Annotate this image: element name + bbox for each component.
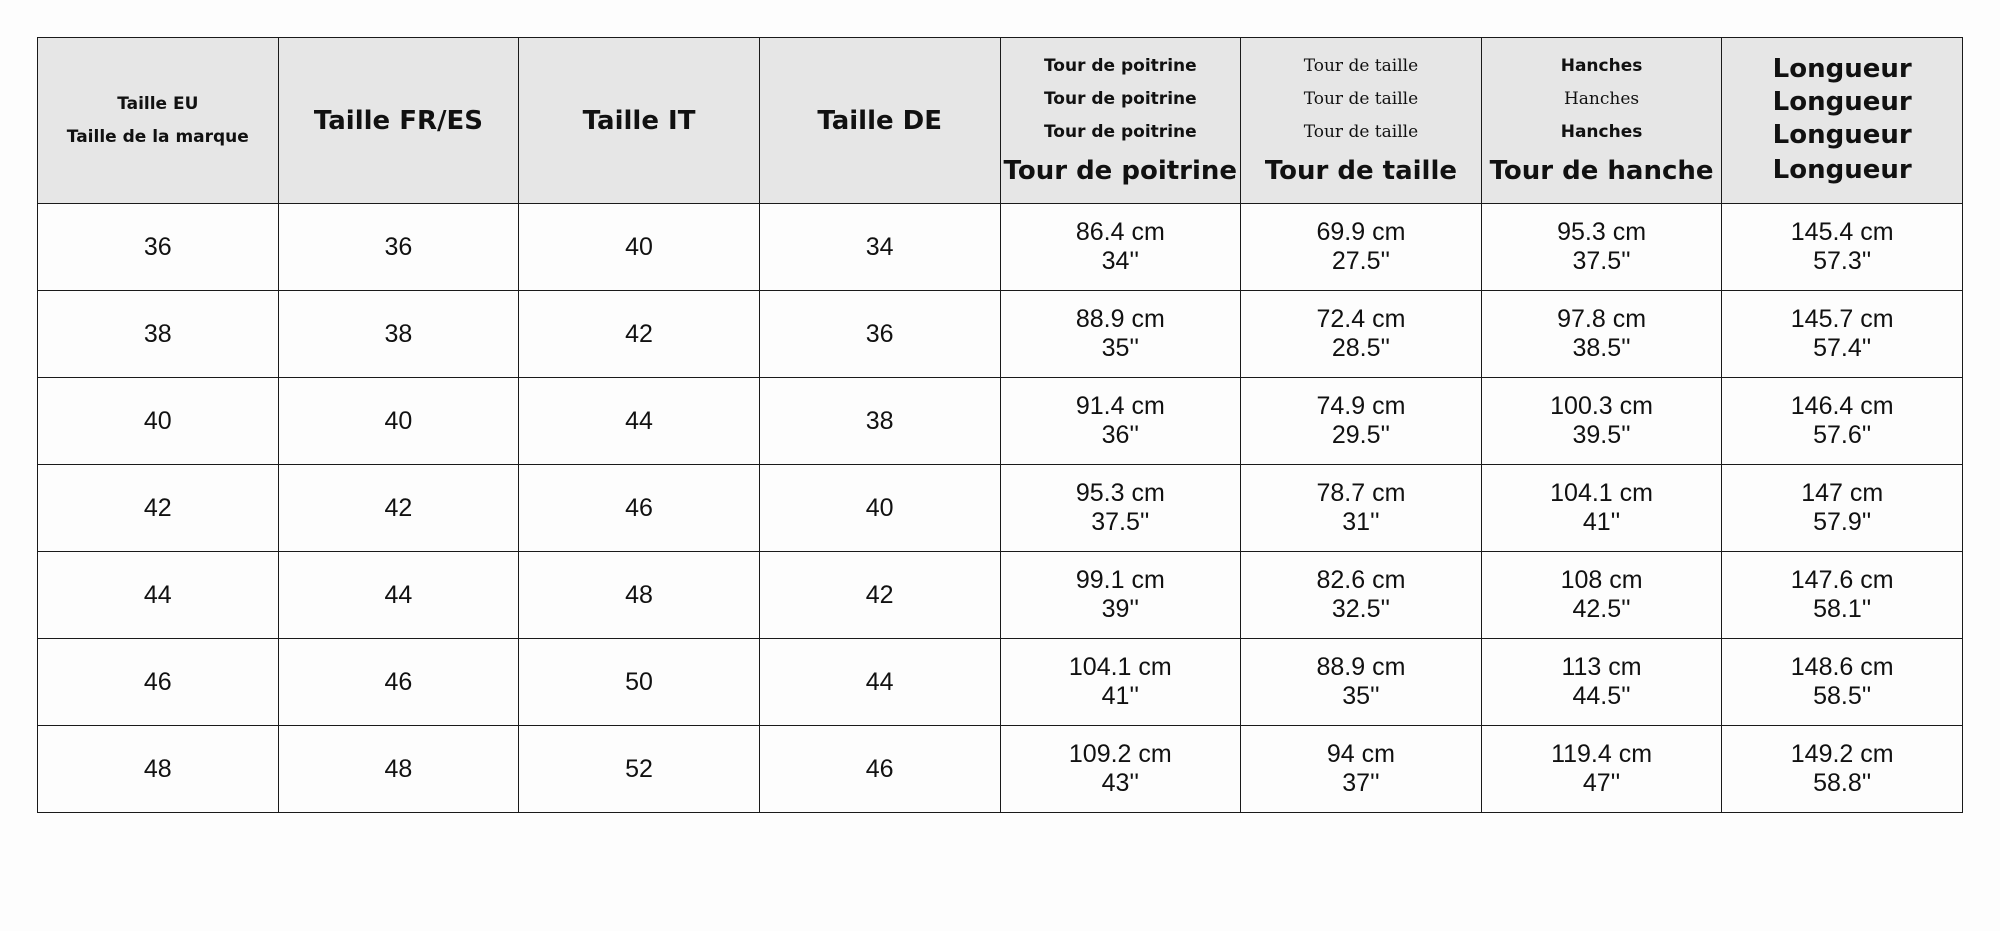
cell-length-cm: 145.4 cm [1790, 218, 1894, 246]
cell-waist-inches: 29.5'' [1331, 421, 1391, 449]
cell-it-size: 44 [519, 378, 760, 465]
cell-length [1722, 378, 1963, 465]
cell-length-inches: 57.9'' [1813, 508, 1872, 536]
cell-chest-cm: 91.4 cm [1075, 392, 1165, 420]
cell-chest-inches: 34'' [1101, 247, 1139, 275]
cell-hip-cm: 119.4 cm [1551, 740, 1653, 768]
cell-it-size: 52 [519, 726, 760, 813]
cell-chest-inches: 37.5'' [1091, 508, 1150, 536]
header-chest-sub: Tour de poitrine [1043, 89, 1197, 109]
cell-fr-es-size: 42 [278, 465, 519, 552]
header-it-label: Taille IT [582, 105, 696, 136]
cell-fr-es-size: 46 [278, 639, 519, 726]
cell-length [1722, 465, 1963, 552]
cell-waist-cm: 78.7 cm [1316, 479, 1406, 507]
cell-it-size: 50 [519, 639, 760, 726]
header-length-main: Longueur [1772, 155, 1912, 185]
cell-chest [1000, 726, 1241, 813]
cell-length-cm: 147 cm [1801, 479, 1884, 507]
cell-length-inches: 57.3'' [1813, 247, 1872, 275]
cell-waist [1241, 378, 1482, 465]
cell-waist [1241, 465, 1482, 552]
cell-waist-inches: 31'' [1342, 508, 1380, 536]
cell-eu-size: 46 [38, 639, 279, 726]
header-hip-sub: Hanches [1560, 56, 1643, 76]
header-fr-es-size [278, 38, 519, 204]
cell-hip-cm: 108 cm [1560, 566, 1643, 594]
cell-eu-size: 42 [38, 465, 279, 552]
cell-chest [1000, 378, 1241, 465]
header-it-size [519, 38, 760, 204]
cell-waist-cm: 69.9 cm [1316, 218, 1406, 246]
cell-chest-cm: 86.4 cm [1075, 218, 1165, 246]
size-chart-table [37, 37, 1963, 813]
cell-hip [1481, 639, 1722, 726]
cell-waist-cm: 82.6 cm [1316, 566, 1406, 594]
cell-length-cm: 149.2 cm [1790, 740, 1894, 768]
header-chest [1000, 38, 1241, 204]
cell-waist-cm: 72.4 cm [1316, 305, 1406, 333]
cell-chest-inches: 43'' [1101, 769, 1139, 797]
cell-waist-inches: 28.5'' [1331, 334, 1391, 362]
cell-chest [1000, 291, 1241, 378]
header-hip-sub: Hanches [1563, 89, 1640, 109]
cell-length [1722, 639, 1963, 726]
table-row [38, 291, 1963, 378]
cell-de-size: 42 [759, 552, 1000, 639]
header-length-sub: Longueur [1772, 87, 1912, 117]
cell-it-size: 42 [519, 291, 760, 378]
cell-length [1722, 291, 1963, 378]
header-de-label: Taille DE [817, 105, 943, 136]
cell-hip [1481, 465, 1722, 552]
cell-hip-cm: 113 cm [1561, 653, 1642, 681]
header-chest-sub: Tour de poitrine [1043, 56, 1197, 76]
cell-hip-inches: 42.5'' [1572, 595, 1631, 623]
cell-eu-size: 36 [38, 204, 279, 291]
cell-hip-inches: 37.5'' [1572, 247, 1631, 275]
header-row [38, 38, 1963, 204]
cell-length-cm: 146.4 cm [1790, 392, 1894, 420]
cell-hip-cm: 100.3 cm [1550, 392, 1653, 420]
cell-length [1722, 726, 1963, 813]
header-hip-sub: Hanches [1560, 122, 1643, 142]
cell-eu-size: 40 [38, 378, 279, 465]
cell-chest-inches: 39'' [1101, 595, 1139, 623]
cell-hip-inches: 38.5'' [1572, 334, 1631, 362]
header-waist-sub: Tour de taille [1303, 56, 1419, 76]
cell-hip-inches: 41'' [1582, 508, 1621, 536]
header-hip-main: Tour de hanche [1489, 156, 1714, 186]
cell-de-size: 34 [759, 204, 1000, 291]
header-waist-main: Tour de taille [1264, 156, 1458, 186]
cell-fr-es-size: 40 [278, 378, 519, 465]
cell-hip-cm: 104.1 cm [1550, 479, 1653, 507]
cell-it-size: 48 [519, 552, 760, 639]
cell-length-inches: 57.4'' [1813, 334, 1872, 362]
cell-waist-inches: 35'' [1342, 682, 1380, 710]
header-waist-sub: Tour de taille [1303, 89, 1419, 109]
cell-length-cm: 148.6 cm [1790, 653, 1894, 681]
cell-de-size: 40 [759, 465, 1000, 552]
cell-waist-cm: 88.9 cm [1316, 653, 1406, 681]
cell-fr-es-size: 44 [278, 552, 519, 639]
table-body [38, 204, 1963, 813]
header-length [1722, 38, 1963, 204]
cell-waist [1241, 291, 1482, 378]
table-row [38, 465, 1963, 552]
table-header [38, 38, 1963, 204]
cell-hip [1481, 726, 1722, 813]
header-length-sub: Longueur [1772, 120, 1912, 150]
cell-waist [1241, 639, 1482, 726]
cell-length [1722, 204, 1963, 291]
table-row [38, 639, 1963, 726]
cell-hip-cm: 97.8 cm [1557, 305, 1647, 333]
cell-length-inches: 58.1'' [1813, 595, 1872, 623]
cell-eu-size: 48 [38, 726, 279, 813]
cell-length [1722, 552, 1963, 639]
cell-waist-inches: 27.5'' [1331, 247, 1391, 275]
header-chest-main: Tour de poitrine [1003, 156, 1238, 186]
cell-hip [1481, 204, 1722, 291]
cell-de-size: 46 [759, 726, 1000, 813]
header-hip [1481, 38, 1722, 204]
cell-length-cm: 145.7 cm [1790, 305, 1894, 333]
cell-waist [1241, 726, 1482, 813]
cell-chest [1000, 639, 1241, 726]
cell-de-size: 44 [759, 639, 1000, 726]
cell-eu-size: 38 [38, 291, 279, 378]
header-fr-es-label: Taille FR/ES [313, 105, 483, 136]
cell-hip [1481, 291, 1722, 378]
cell-de-size: 36 [759, 291, 1000, 378]
cell-chest-cm: 104.1 cm [1068, 653, 1172, 681]
cell-it-size: 40 [519, 204, 760, 291]
cell-hip-cm: 95.3 cm [1557, 218, 1647, 246]
cell-waist-cm: 74.9 cm [1316, 392, 1406, 420]
cell-length-inches: 57.6'' [1813, 421, 1872, 449]
cell-length-inches: 58.5'' [1813, 682, 1872, 710]
cell-chest-inches: 35'' [1101, 334, 1139, 362]
cell-chest-inches: 36'' [1101, 421, 1139, 449]
cell-fr-es-size: 38 [278, 291, 519, 378]
header-eu-size-line1: Taille EU [117, 93, 199, 114]
cell-fr-es-size: 36 [278, 204, 519, 291]
cell-waist-inches: 37'' [1342, 769, 1380, 797]
header-length-sub: Longueur [1772, 54, 1912, 84]
cell-hip-inches: 47'' [1582, 769, 1621, 797]
cell-waist [1241, 552, 1482, 639]
cell-hip-inches: 39.5'' [1572, 421, 1631, 449]
table-row [38, 204, 1963, 291]
cell-length-cm: 147.6 cm [1790, 566, 1894, 594]
cell-chest [1000, 204, 1241, 291]
table-row [38, 552, 1963, 639]
header-waist [1241, 38, 1482, 204]
table-row [38, 378, 1963, 465]
table-row [38, 726, 1963, 813]
cell-eu-size: 44 [38, 552, 279, 639]
cell-waist-inches: 32.5'' [1331, 595, 1391, 623]
cell-waist-cm: 94 cm [1326, 740, 1395, 768]
header-waist-sub: Tour de taille [1303, 122, 1419, 142]
cell-chest-cm: 95.3 cm [1075, 479, 1165, 507]
header-eu-size [38, 38, 279, 204]
header-de-size [759, 38, 1000, 204]
cell-chest-inches: 41'' [1101, 682, 1139, 710]
header-chest-sub: Tour de poitrine [1043, 122, 1197, 142]
header-eu-size-line2: Taille de la marque [66, 126, 249, 147]
cell-waist [1241, 204, 1482, 291]
cell-chest-cm: 109.2 cm [1068, 740, 1172, 768]
cell-chest-cm: 99.1 cm [1075, 566, 1165, 594]
cell-hip-inches: 44.5'' [1572, 682, 1631, 710]
cell-chest [1000, 465, 1241, 552]
cell-chest [1000, 552, 1241, 639]
cell-chest-cm: 88.9 cm [1075, 305, 1165, 333]
cell-fr-es-size: 48 [278, 726, 519, 813]
cell-hip [1481, 378, 1722, 465]
cell-hip [1481, 552, 1722, 639]
cell-length-inches: 58.8'' [1813, 769, 1872, 797]
cell-de-size: 38 [759, 378, 1000, 465]
cell-it-size: 46 [519, 465, 760, 552]
